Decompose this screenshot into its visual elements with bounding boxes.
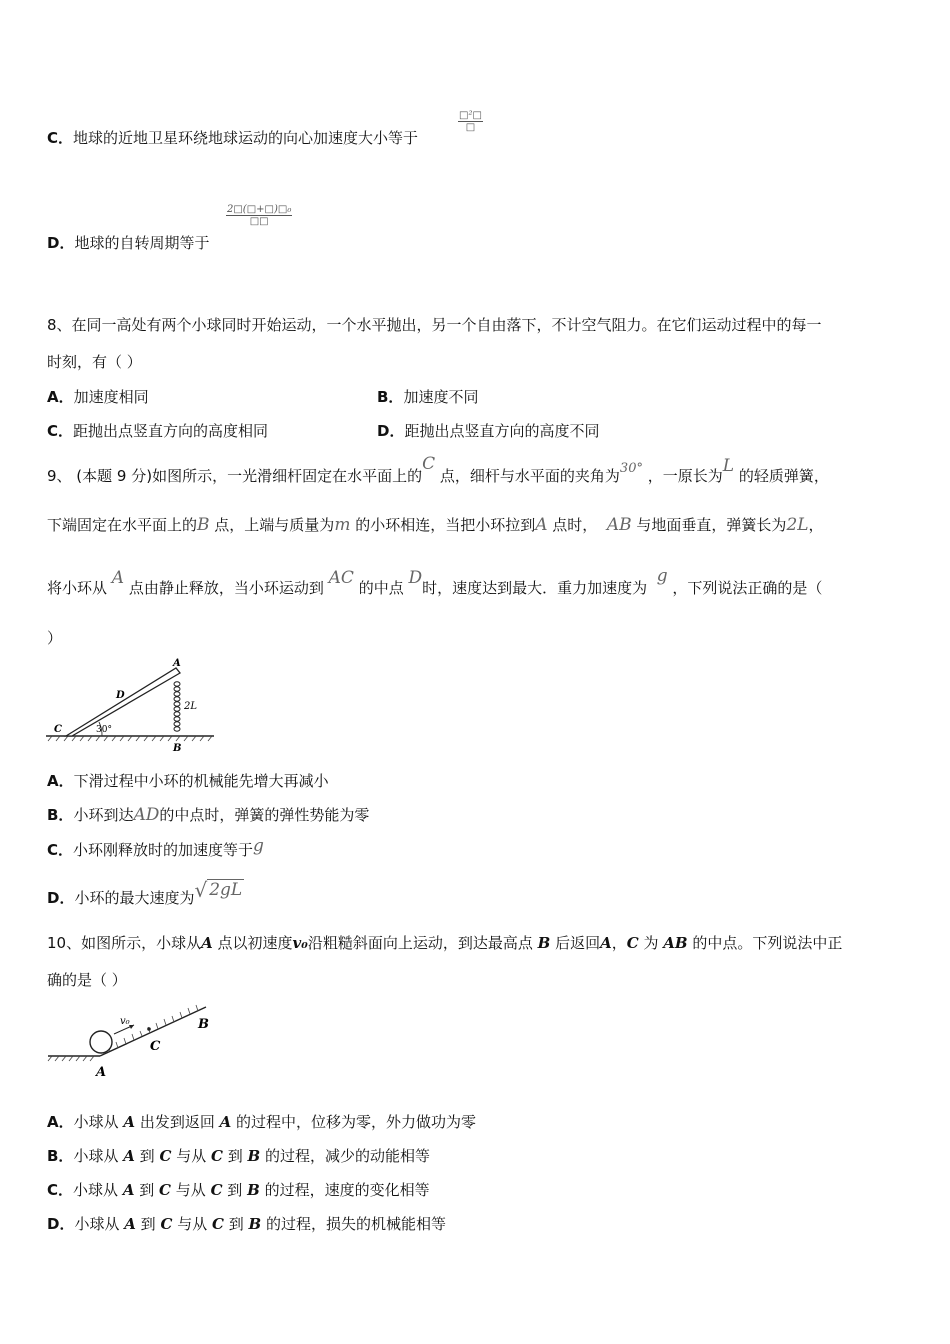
option-text: 地球的自转周期等于 bbox=[74, 234, 210, 252]
q8-option-c: C．距抛出点竖直方向的高度相同 bbox=[47, 422, 269, 440]
q10-option-d: D．小球从 A 到 C 与从 C 到 B 的过程，损失的机械能相等 bbox=[47, 1215, 447, 1233]
q10-option-c: C．小球从 A 到 C 与从 C 到 B 的过程，速度的变化相等 bbox=[47, 1181, 430, 1199]
q7-option-d bbox=[47, 233, 209, 253]
q10-option-a: A．小球从 A 出发到返回 A 的过程中，位移为零，外力做功为零 bbox=[47, 1113, 477, 1131]
label-C: C bbox=[150, 1039, 161, 1054]
q10-stem-line2: 确的是（ ） bbox=[47, 971, 127, 989]
label-A: A bbox=[173, 658, 181, 669]
label-C: C bbox=[54, 724, 62, 735]
label-2L: 2L bbox=[184, 701, 198, 712]
q8-option-d: D．距抛出点竖直方向的高度不同 bbox=[377, 422, 600, 440]
q9-figure bbox=[44, 656, 216, 756]
q10-option-b: B．小球从 A 到 C 与从 C 到 B 的过程，减少的动能相等 bbox=[47, 1147, 430, 1165]
option-label: D． bbox=[47, 234, 75, 252]
q9-stem-line2: 下端固定在水平面上的B 点，上端与质量为m 的小环相连，当把小环拉到A 点时， AB 与地面垂直，弹簧长为2L， bbox=[47, 515, 824, 535]
q9-option-a: A．下滑过程中小环的机械能先增大再减小 bbox=[47, 772, 329, 790]
option-text: 地球的近地卫星环绕地球运动的向心加速度大小等于 bbox=[73, 129, 419, 147]
q9-option-c: C．小环刚释放时的加速度等于g bbox=[47, 836, 264, 859]
label-v0: v₀ bbox=[120, 1016, 130, 1027]
option-label: C． bbox=[47, 129, 74, 147]
label-A: A bbox=[96, 1065, 107, 1080]
q7c-formula: □²□ □ bbox=[459, 110, 482, 133]
q8-stem-line1: 8、在同一高处有两个小球同时开始运动，一个水平抛出，另一个自由落下，不计空气阻力。在它们运动过程中的每一 bbox=[47, 316, 822, 334]
q9-option-b: B．小环到达AD的中点时，弹簧的弹性势能为零 bbox=[47, 805, 370, 825]
q7-option-c bbox=[47, 128, 418, 148]
q9-stem-line1: 9、 (本题 9 分)如图所示，一光滑细杆固定在水平面上的C 点，细杆与水平面的夹角为30° ，一原长为L 的轻质弹簧， bbox=[47, 454, 829, 485]
label-B: B bbox=[173, 743, 182, 754]
label-B: B bbox=[198, 1017, 209, 1032]
sqrt-sign: √ bbox=[194, 878, 208, 902]
q10-figure bbox=[46, 1004, 216, 1080]
q8-option-a: A．加速度相同 bbox=[47, 388, 149, 406]
q9-option-d: D．小环的最大速度为√ 2gL bbox=[47, 878, 243, 907]
q7d-formula: 2□(□+□)□₀ □□ bbox=[227, 204, 292, 227]
q8-option-b: B．加速度不同 bbox=[377, 388, 479, 406]
q8-stem-line2: 时刻，有（ ） bbox=[47, 353, 142, 371]
label-D: D bbox=[116, 690, 125, 701]
q10-stem-line1: 10、如图所示，小球从A 点以初速度v₀沿粗糙斜面向上运动，到达最高点 B 后返回A，C 为 AB 的中点。下列说法中正 bbox=[47, 934, 843, 952]
label-angle: 30° bbox=[96, 725, 112, 735]
q9-stem-line3: 将小环从 A 点由静止释放，当小环运动到 AC 的中点 D时，速度达到最大．重力加速度为 g ，下列说法正确的是（ bbox=[47, 566, 823, 597]
q9-stem-line4: ） bbox=[47, 629, 63, 647]
